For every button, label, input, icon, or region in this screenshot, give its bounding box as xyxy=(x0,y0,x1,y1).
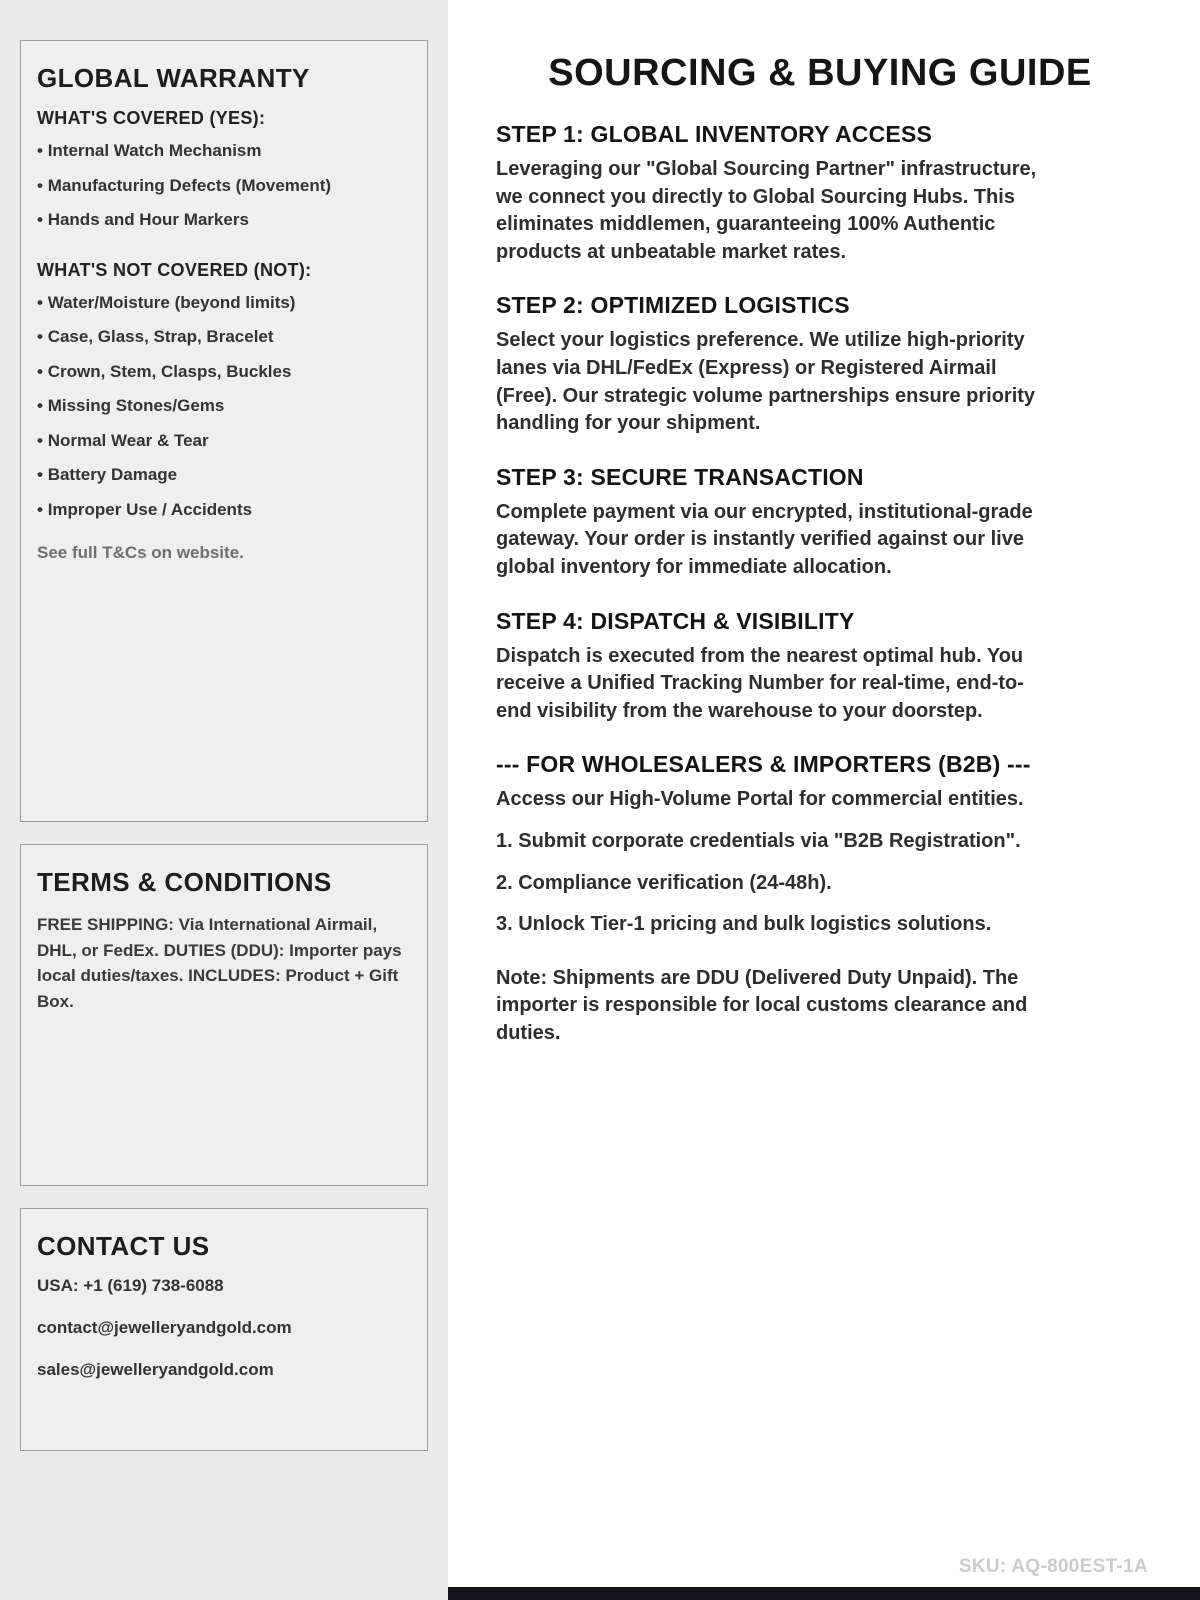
list-item: • Improper Use / Accidents xyxy=(37,500,411,520)
not-covered-subtitle: WHAT'S NOT COVERED (NOT): xyxy=(37,259,312,280)
terms-body: FREE SHIPPING: Via International Airmail, DHL, or FedEx. DUTIES (DDU): Importer pays local duties/taxes. INCLUDES: Product + Gift Box. xyxy=(37,915,402,1011)
list-item: • Crown, Stem, Clasps, Buckles xyxy=(37,362,411,382)
list-item: • Manufacturing Defects (Movement) xyxy=(37,176,411,196)
list-item: • Battery Damage xyxy=(37,465,411,485)
covered-list xyxy=(37,141,411,230)
list-item: • Hands and Hour Markers xyxy=(37,210,411,230)
terms-panel xyxy=(20,844,428,1186)
warranty-title: GLOBAL WARRANTY xyxy=(37,63,310,93)
covered-subtitle: WHAT'S COVERED (YES): xyxy=(37,108,266,128)
warranty-panel xyxy=(20,40,428,822)
b2b-intro: Access our High-Volume Portal for commercial entities. xyxy=(496,788,1024,811)
list-item: • Normal Wear & Tear xyxy=(37,431,411,451)
page-title: SOURCING & BUYING GUIDE xyxy=(548,52,1092,94)
contact-email-sales: sales@jewelleryandgold.com xyxy=(37,1360,274,1379)
step-2-heading: STEP 2: OPTIMIZED LOGISTICS xyxy=(496,292,850,319)
list-item: • Missing Stones/Gems xyxy=(37,396,411,416)
step-1-body: Leveraging our "Global Sourcing Partner" infrastructure, we connect you directly to Global Sourcing Hubs. This eliminates middlemen, guaranteeing 100% Authentic products at unbeatable market rates. xyxy=(496,158,1037,263)
warranty-footnote: See full T&Cs on website. xyxy=(37,543,244,563)
contact-panel xyxy=(20,1208,428,1451)
b2b-step-1: 1. Submit corporate credentials via "B2B Registration". xyxy=(496,829,1021,852)
sidebar xyxy=(0,0,448,1600)
list-item: • Case, Glass, Strap, Bracelet xyxy=(37,327,411,347)
contact-title: CONTACT US xyxy=(37,1231,210,1261)
contact-phone: USA: +1 (619) 738-6088 xyxy=(37,1276,224,1295)
step-3-body: Complete payment via our encrypted, institutional-grade gateway. Your order is instantly verified against our live global inventory for immediate allocation. xyxy=(496,500,1033,578)
main-content xyxy=(448,0,1200,1600)
contact-email-primary: contact@jewelleryandgold.com xyxy=(37,1318,292,1337)
footer-bar xyxy=(448,1587,1200,1600)
not-covered-list xyxy=(37,293,411,520)
step-2-body: Select your logistics preference. We utilize high-priority lanes via DHL/FedEx (Express) or Registered Airmail (Free). Our strategic volume partnerships ensure priority handling for your shipment. xyxy=(496,329,1036,435)
list-item: • Internal Watch Mechanism xyxy=(37,141,411,161)
step-4-heading: STEP 4: DISPATCH & VISIBILITY xyxy=(496,607,855,634)
b2b-heading: --- FOR WHOLESALERS & IMPORTERS (B2B) --- xyxy=(496,751,1031,778)
terms-title: TERMS & CONDITIONS xyxy=(37,867,332,897)
step-4-body: Dispatch is executed from the nearest optimal hub. You receive a Unified Tracking Number for real-time, end-to-end visibility from the warehouse to your doorstep. xyxy=(496,644,1024,722)
b2b-step-2: 2. Compliance verification (24-48h). xyxy=(496,871,832,894)
step-3-heading: STEP 3: SECURE TRANSACTION xyxy=(496,463,864,490)
step-1-heading: STEP 1: GLOBAL INVENTORY ACCESS xyxy=(496,121,933,147)
b2b-step-3: 3. Unlock Tier-1 pricing and bulk logistics solutions. xyxy=(496,913,992,936)
b2b-note: Note: Shipments are DDU (Delivered Duty Unpaid). The importer is responsible for local customs clearance and duties. xyxy=(496,966,1028,1044)
sku-label: SKU: AQ-800EST-1A xyxy=(958,1556,1148,1577)
list-item: • Water/Moisture (beyond limits) xyxy=(37,293,411,313)
